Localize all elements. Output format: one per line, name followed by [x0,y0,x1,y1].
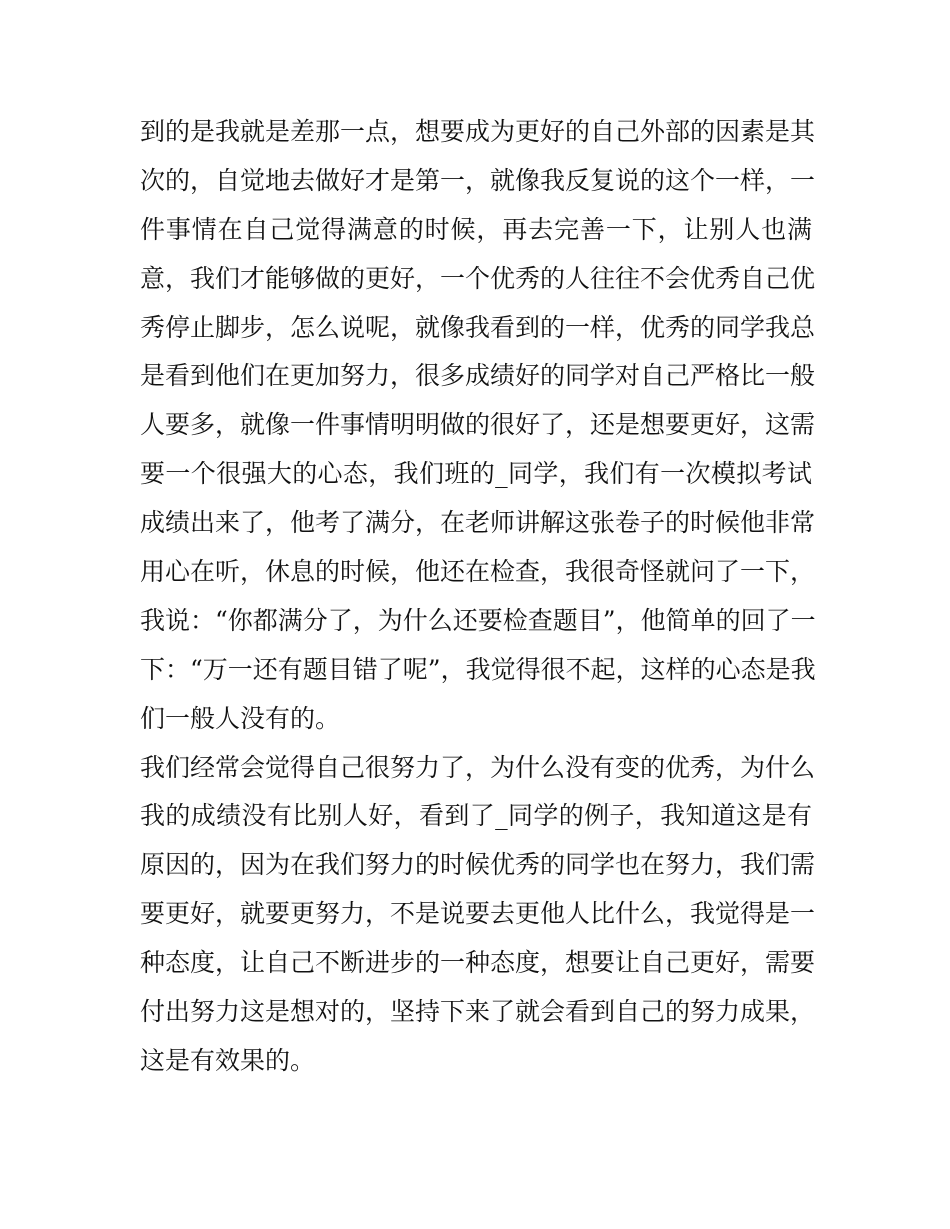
text-line: 下：“万一还有题目错了呢”，我觉得很不起，这样的心态是我 [140,654,816,684]
text-line: 成绩出来了，他考了满分，在老师讲解这张卷子的时候他非常 [140,508,816,538]
text-line: 意，我们才能够做的更好，一个优秀的人往往不会优秀自己优 [140,263,816,293]
text-line: 这是有效果的。 [140,1045,316,1075]
text-line: 原因的，因为在我们努力的时候优秀的同学也在努力，我们需 [140,850,816,880]
text-line: 秀停止脚步，怎么说呢，就像我看到的一样，优秀的同学我总 [140,312,816,342]
text-line: 我们经常会觉得自己很努力了，为什么没有变的优秀，为什么 [140,752,816,782]
text-line: 人要多，就像一件事情明明做的很好了，还是想要更好，这需 [140,410,816,440]
text-line: 要更好，就要更努力，不是说要去更他人比什么，我觉得是一 [140,899,816,929]
text-line: 们一般人没有的。 [140,703,341,733]
text-line: 件事情在自己觉得满意的时候，再去完善一下，让别人也满 [140,214,812,244]
text-line: 用心在听，休息的时候，他还在检查，我很奇怪就问了一下， [140,557,816,587]
text-line: 是看到他们在更加努力，很多成绩好的同学对自己严格比一般 [140,361,816,391]
text-line: 到的是我就是差那一点，想要成为更好的自己外部的因素是其 [140,117,816,146]
text-line: 要一个很强大的心态，我们班的_同学，我们有一次模拟考试 [140,459,812,489]
text-line: 我的成绩没有比别人好，看到了_同学的例子，我知道这是有 [140,801,812,831]
paragraph-1 [140,108,816,744]
text-line: 次的，自觉地去做好才是第一，就像我反复说的这个一样，一 [140,165,816,195]
text-line: 种态度，让自己不断进步的一种态度，想要让自己更好，需要 [140,948,816,978]
paragraph-2 [140,744,816,1086]
text-line: 付出努力这是想对的，坚持下来了就会看到自己的努力成果， [140,997,816,1027]
body-text [140,108,816,1086]
text-line: 我说：“你都满分了，为什么还要检查题目”，他简单的回了一 [140,605,816,635]
